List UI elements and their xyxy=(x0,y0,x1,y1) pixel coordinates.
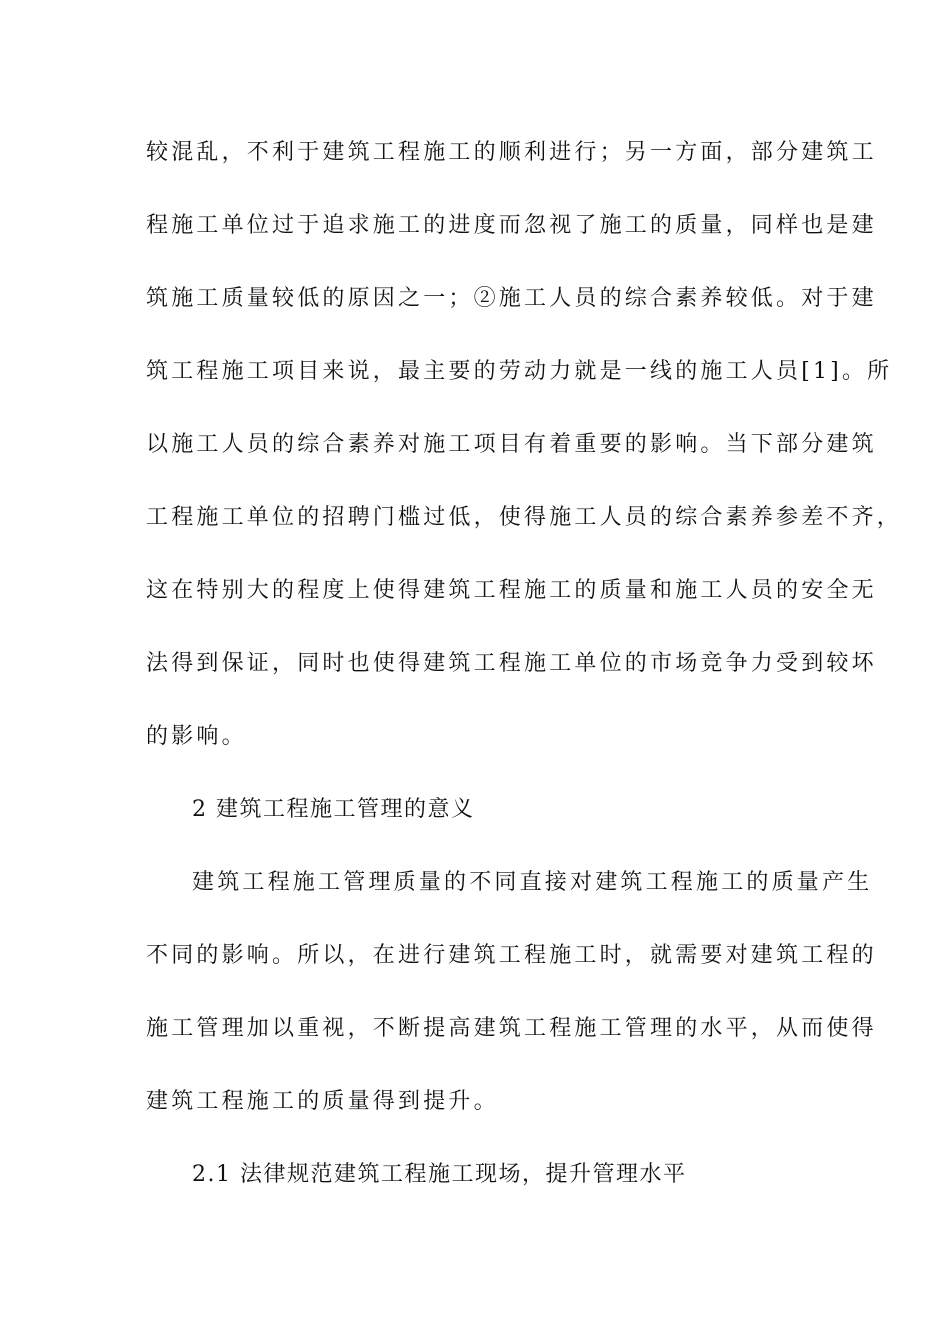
paragraph-line: 这在特别大的程度上使得建筑工程施工的质量和施工人员的安全无 xyxy=(146,578,877,603)
paragraph-line: 不同的影响。所以，在进行建筑工程施工时，就需要对建筑工程的 xyxy=(146,943,877,968)
paragraph-line: 的影响。 xyxy=(146,724,247,749)
paragraph-line: 建筑工程施工的质量得到提升。 xyxy=(146,1089,499,1114)
paragraph-line: 施工管理加以重视，不断提高建筑工程施工管理的水平，从而使得 xyxy=(146,1016,877,1041)
subsection-heading: 2.1 法律规范建筑工程施工现场，提升管理水平 xyxy=(192,1162,687,1187)
paragraph-line: 筑施工质量较低的原因之一；②施工人员的综合素养较低。对于建 xyxy=(146,286,877,311)
paragraph-line: 较混乱，不利于建筑工程施工的顺利进行；另一方面，部分建筑工 xyxy=(146,140,877,165)
paragraph-line: 建筑工程施工管理质量的不同直接对建筑工程施工的质量产生 xyxy=(192,870,873,895)
section-heading: 2 建筑工程施工管理的意义 xyxy=(192,797,475,822)
paragraph-line: 法得到保证，同时也使得建筑工程施工单位的市场竞争力受到较坏 xyxy=(146,651,877,676)
paragraph-line: 以施工人员的综合素养对施工项目有着重要的影响。当下部分建筑 xyxy=(146,432,877,457)
paragraph-line: 程施工单位过于追求施工的进度而忽视了施工的质量，同样也是建 xyxy=(146,213,877,238)
paragraph-line: 筑工程施工项目来说，最主要的劳动力就是一线的施工人员[1]。所 xyxy=(146,359,893,384)
paragraph-line: 工程施工单位的招聘门槛过低，使得施工人员的综合素养参差不齐， xyxy=(146,505,903,530)
